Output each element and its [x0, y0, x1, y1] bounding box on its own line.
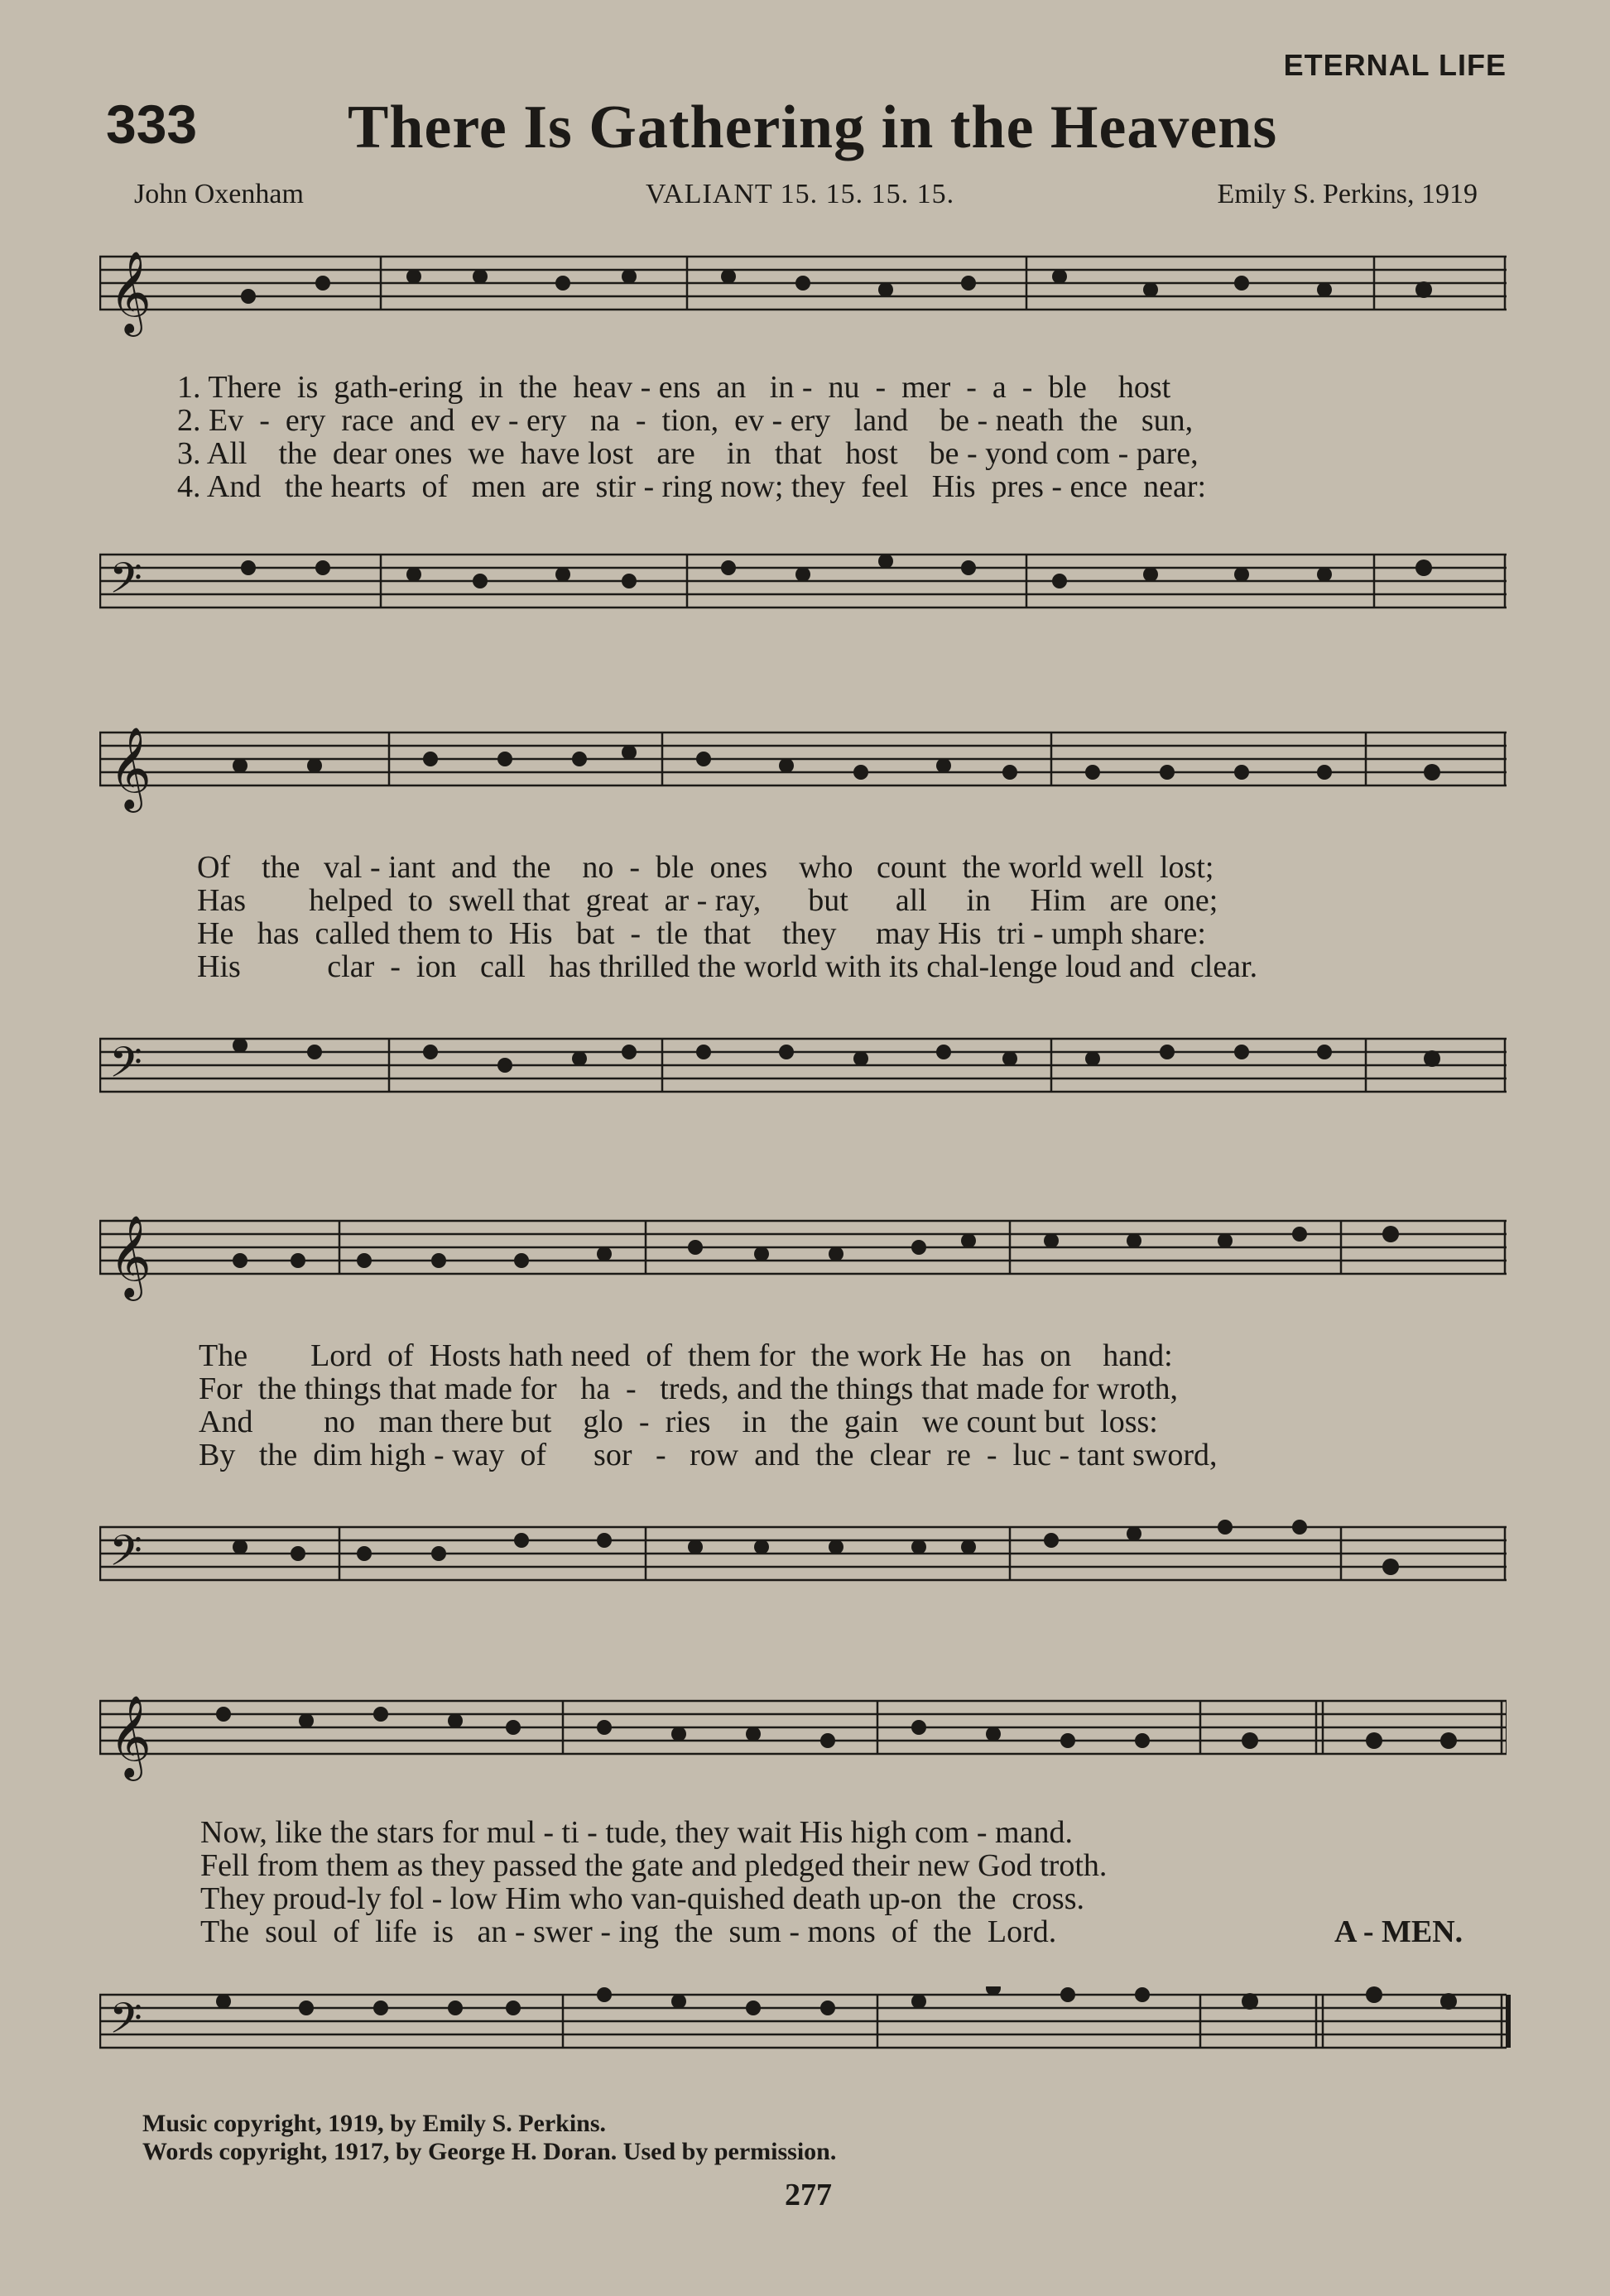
svg-text:𝄢: 𝄢 — [109, 553, 142, 613]
bass-staff-4 — [99, 1986, 1515, 2086]
svg-text:𝄞: 𝄞 — [109, 727, 151, 809]
lyrics-line: Now, like the stars for mul - ti - tude, they wait His high com - mand. — [200, 1815, 1073, 1850]
lyrics-line: He has called them to His bat - tle that they may His tri - umph share: — [197, 916, 1206, 951]
music-copyright: Music copyright, 1919, by Emily S. Perkins. — [142, 2110, 607, 2137]
author-credit: John Oxenham — [134, 179, 304, 209]
amen-label: A - MEN. — [1334, 1914, 1463, 1949]
lyrics-line: The soul of life is an - swer - ing the sum - mons of the Lord. — [200, 1914, 1057, 1949]
treble-staff-4 — [99, 1693, 1507, 1800]
treble-staff-3 — [99, 1213, 1507, 1320]
svg-text:𝄢: 𝄢 — [109, 1525, 142, 1586]
svg-text:𝄞: 𝄞 — [109, 251, 151, 334]
lyrics-line: 4. And the hearts of men are stir - ring now; they feel His pres - ence near: — [177, 469, 1207, 504]
svg-text:𝄞: 𝄞 — [109, 1215, 151, 1298]
lyrics-line: For the things that made for ha - treds, and the things that made for wroth, — [199, 1371, 1179, 1406]
lyrics-line: 2. Ev - ery race and ev - ery na - tion, ev - ery land be - neath the sun, — [177, 403, 1194, 438]
lyrics-line: By the dim high - way of sor - row and the clear re - luc - tant sword, — [199, 1438, 1218, 1472]
lyrics-line: Fell from them as they passed the gate and pledged their new God troth. — [200, 1848, 1108, 1883]
lyrics-line: They proud-ly fol - low Him who van-quished death up-on the cross. — [200, 1881, 1085, 1916]
lyrics-line: 3. All the dear ones we have lost are in that host be - yond com - pare, — [177, 436, 1199, 471]
lyrics-line: His clar - ion call has thrilled the world with its chal-lenge loud and clear. — [197, 949, 1258, 984]
hymn-title: There Is Gathering in the Heavens — [348, 94, 1278, 161]
lyrics-line: Of the val - iant and the no - ble ones who count the world well lost; — [197, 850, 1214, 885]
lyrics-line: 1. There is gath-ering in the heav - ens an in - nu - mer - a - ble host — [177, 370, 1171, 405]
svg-text:𝄞: 𝄞 — [109, 1695, 151, 1778]
treble-staff-1 — [99, 248, 1507, 356]
lyrics-line: Has helped to swell that great ar - ray, but all in Him are one; — [197, 883, 1218, 918]
page-number: 277 — [785, 2178, 832, 2212]
bass-staff-2 — [99, 1030, 1507, 1130]
section-label: ETERNAL LIFE — [1283, 48, 1507, 82]
hymn-number: 333 — [106, 94, 198, 155]
tune-name: VALIANT 15. 15. 15. 15. — [646, 179, 955, 209]
svg-text:𝄢: 𝄢 — [109, 1993, 142, 2053]
svg-text:𝄢: 𝄢 — [109, 1037, 142, 1098]
bass-staff-3 — [99, 1519, 1507, 1618]
treble-staff-2 — [99, 724, 1507, 832]
composer-credit: Emily S. Perkins, 1919 — [1217, 179, 1478, 209]
bass-staff-1 — [99, 546, 1507, 646]
lyrics-line: And no man there but glo - ries in the gain we count but loss: — [199, 1405, 1158, 1439]
words-copyright: Words copyright, 1917, by George H. Doran. Used by permission. — [142, 2138, 837, 2165]
lyrics-line: The Lord of Hosts hath need of them for the work He has on hand: — [199, 1338, 1173, 1373]
